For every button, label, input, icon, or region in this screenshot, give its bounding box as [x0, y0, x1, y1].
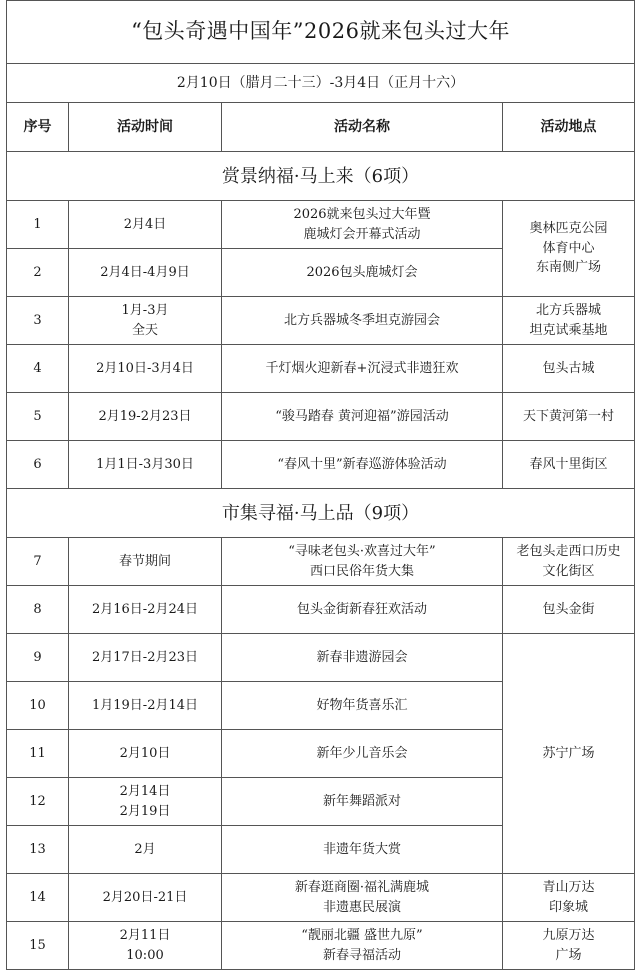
row-name: 2026包头鹿城灯会 — [222, 249, 503, 297]
row-number: 9 — [7, 634, 69, 682]
table-row — [7, 297, 635, 345]
row-venue: 老包头走西口历史 文化街区 — [503, 538, 635, 586]
row-time: 1月-3月 全天 — [69, 297, 222, 345]
table-row — [7, 586, 635, 634]
row-time: 2月19-2月23日 — [69, 393, 222, 441]
row-number: 2 — [7, 249, 69, 297]
row-time: 2月4日 — [69, 201, 222, 249]
row-time: 2月 — [69, 826, 222, 874]
table-header-row — [7, 103, 635, 152]
row-number: 11 — [7, 730, 69, 778]
table-row — [7, 634, 635, 682]
table-row — [7, 538, 635, 586]
row-venue: 包头金街 — [503, 586, 635, 634]
header-time: 活动时间 — [69, 103, 222, 152]
row-number: 10 — [7, 682, 69, 730]
row-number: 13 — [7, 826, 69, 874]
row-name: 新年舞蹈派对 — [222, 778, 503, 826]
table-row — [7, 201, 635, 249]
section-row — [7, 489, 635, 538]
row-name: 新春非遗游园会 — [222, 634, 503, 682]
header-number: 序号 — [7, 103, 69, 152]
row-venue: 北方兵器城 坦克试乘基地 — [503, 297, 635, 345]
table-row — [7, 441, 635, 489]
row-venue: 春风十里街区 — [503, 441, 635, 489]
row-number: 3 — [7, 297, 69, 345]
row-name: “骏马踏春 黄河迎福”游园活动 — [222, 393, 503, 441]
section-row — [7, 152, 635, 201]
row-venue: 青山万达 印象城 — [503, 874, 635, 922]
row-number: 4 — [7, 345, 69, 393]
row-number: 8 — [7, 586, 69, 634]
row-venue: 九原万达 广场 — [503, 922, 635, 970]
row-time: 2月20日-21日 — [69, 874, 222, 922]
row-venue: 苏宁广场 — [503, 634, 635, 874]
row-number: 1 — [7, 201, 69, 249]
row-name: “春风十里”新春巡游体验活动 — [222, 441, 503, 489]
row-name: 千灯烟火迎新春+沉浸式非遗狂欢 — [222, 345, 503, 393]
row-name: 2026就来包头过大年暨 鹿城灯会开幕式活动 — [222, 201, 503, 249]
row-number: 5 — [7, 393, 69, 441]
table-row — [7, 874, 635, 922]
row-venue: 奥林匹克公园 体育中心 东南侧广场 — [503, 201, 635, 297]
row-time: 1月19日-2月14日 — [69, 682, 222, 730]
table-row — [7, 393, 635, 441]
row-name: “寻味老包头·欢喜过大年” 西口民俗年货大集 — [222, 538, 503, 586]
row-time: 2月14日 2月19日 — [69, 778, 222, 826]
row-number: 12 — [7, 778, 69, 826]
table-row — [7, 345, 635, 393]
row-venue: 天下黄河第一村 — [503, 393, 635, 441]
section-title: 赏景纳福·马上来（6项） — [7, 152, 635, 201]
header-name: 活动名称 — [222, 103, 503, 152]
row-name: 新年少儿音乐会 — [222, 730, 503, 778]
row-name: 好物年货喜乐汇 — [222, 682, 503, 730]
row-time: 2月17日-2月23日 — [69, 634, 222, 682]
row-name: “靓丽北疆 盛世九原” 新春寻福活动 — [222, 922, 503, 970]
row-time: 2月16日-2月24日 — [69, 586, 222, 634]
row-time: 2月10日-3月4日 — [69, 345, 222, 393]
row-number: 15 — [7, 922, 69, 970]
section-title: 市集寻福·马上品（9项） — [7, 489, 635, 538]
row-time: 2月11日 10:00 — [69, 922, 222, 970]
row-venue: 包头古城 — [503, 345, 635, 393]
row-name: 非遗年货大赏 — [222, 826, 503, 874]
event-schedule-table — [6, 0, 635, 970]
row-time: 春节期间 — [69, 538, 222, 586]
row-number: 14 — [7, 874, 69, 922]
row-time: 1月1日-3月30日 — [69, 441, 222, 489]
row-time: 2月4日-4月9日 — [69, 249, 222, 297]
document-title: “包头奇遇中国年”2026就来包头过大年 — [7, 1, 635, 64]
date-range: 2月10日（腊月二十三）-3月4日（正月十六） — [7, 64, 635, 103]
row-number: 7 — [7, 538, 69, 586]
row-name: 新春逛商圈·福礼满鹿城 非遗惠民展演 — [222, 874, 503, 922]
row-name: 包头金街新春狂欢活动 — [222, 586, 503, 634]
row-time: 2月10日 — [69, 730, 222, 778]
header-venue: 活动地点 — [503, 103, 635, 152]
row-number: 6 — [7, 441, 69, 489]
row-name: 北方兵器城冬季坦克游园会 — [222, 297, 503, 345]
table-row — [7, 922, 635, 970]
